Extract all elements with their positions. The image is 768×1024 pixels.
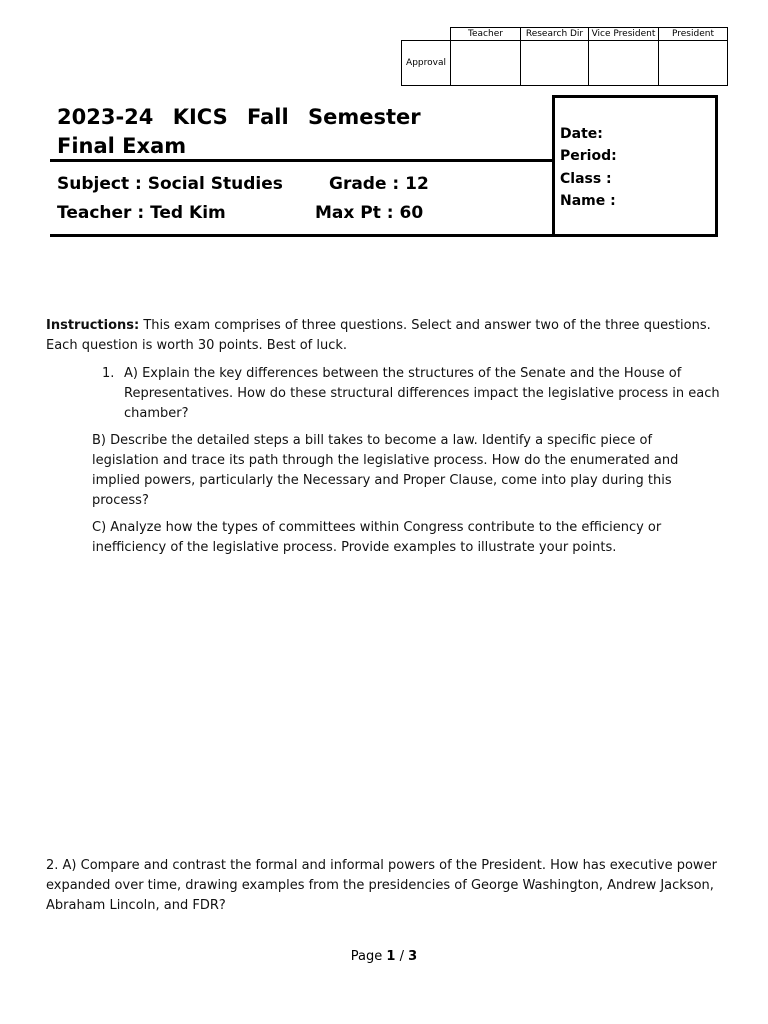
approval-table: [401, 27, 728, 86]
question-1-number: 1.: [102, 366, 115, 381]
header-divider-top: [50, 159, 552, 162]
approval-col-teacher: Teacher: [451, 28, 521, 41]
approval-sign-vice-president: [589, 41, 659, 86]
exam-title-line1: 2023-24 KICS Fall Semester: [57, 105, 421, 129]
page-separator: /: [399, 949, 404, 964]
date-field: Date:: [560, 126, 603, 142]
current-page: 1: [386, 949, 396, 964]
approval-col-president: President: [659, 28, 728, 41]
approval-sign-president: [659, 41, 728, 86]
question-1c: C) Analyze how the types of committees within Congress contribute to the efficiency or inefficiency of the legislative process. Provide examples to illustrate your points.: [92, 520, 662, 555]
question-1a-text: A) Explain the key differences between the structures of the Senate and the House of Representatives. How do these structural differences impact the legislative process in each chamber?: [124, 366, 720, 421]
exam-title-line2: Final Exam: [57, 134, 187, 158]
max-points-label: Max Pt : 60: [315, 203, 424, 223]
question-1b: B) Describe the detailed steps a bill takes to become a law. Identify a specific piece of legislation and trace its path through the legislative process. How do the enumerated and implied powers, particularly the Necessary and Proper Clause, come into play during this process?: [92, 433, 679, 508]
page-footer: [0, 947, 768, 967]
subject-label: Subject : Social Studies: [57, 174, 283, 194]
approval-row-label: Approval: [402, 41, 451, 86]
total-pages: 3: [408, 949, 418, 964]
approval-col-research-dir: Research Dir: [521, 28, 589, 41]
student-info-box: [552, 95, 718, 237]
header-divider-bottom: [50, 234, 552, 237]
question-2a: 2. A) Compare and contrast the formal and informal powers of the President. How has executive power expanded over time, drawing examples from the presidencies of George Washington, Andrew Jackson, Abraham Lincoln, and FDR?: [46, 858, 717, 913]
instructions: [46, 316, 721, 356]
approval-col-vice-president: Vice President: [589, 28, 659, 41]
period-field: Period:: [560, 148, 617, 164]
question-1a: [102, 364, 722, 424]
name-field: Name :: [560, 193, 616, 209]
grade-label: Grade : 12: [329, 174, 429, 194]
approval-sign-teacher: [451, 41, 521, 86]
approval-corner: [402, 28, 451, 41]
exam-title: [57, 103, 421, 161]
class-field: Class :: [560, 171, 612, 187]
approval-sign-research-dir: [521, 41, 589, 86]
instructions-label: Instructions:: [46, 318, 140, 333]
teacher-label: Teacher : Ted Kim: [57, 203, 226, 223]
page-label: Page: [350, 949, 383, 964]
instructions-text: This exam comprises of three questions. Select and answer two of the three questions. Each question is worth 30 points. Best of luck.: [46, 318, 711, 353]
